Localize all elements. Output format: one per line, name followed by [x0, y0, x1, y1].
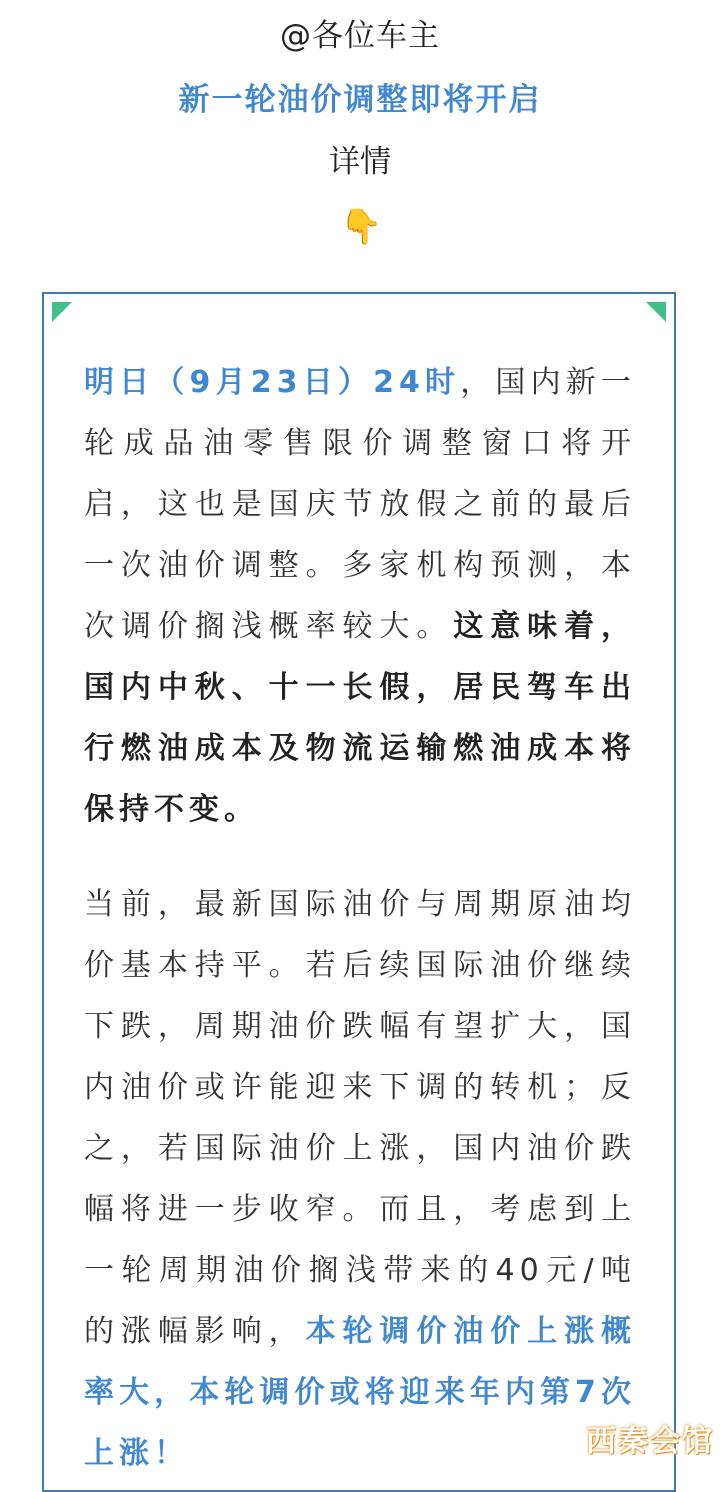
- paragraph-2-text: 当前，最新国际油价与周期原油均价基本持平。若后续国际油价继续下跌，周期油价跌幅有望扩大，国内油价或许能迎来下调的转机；反之，若国际油价上涨，国内油价跌幅将进一步收窄。而且，考虑到上一轮周期油价搁浅带来的40元/吨的涨幅影响，: [84, 887, 636, 1349]
- corner-decoration-top-right: [646, 302, 666, 322]
- paragraph-1-bold: 这意味着，国内中秋、十一长假，居民驾车出行燃油成本及物流运输燃油成本将保持不变。: [84, 609, 637, 827]
- paragraph-1: [84, 352, 636, 840]
- paragraph-2-highlight: 本轮调价油价上涨概率大，本轮调价或将迎来年内第7次上涨！: [84, 1314, 637, 1471]
- article-card: [42, 292, 676, 1492]
- headline: 新一轮油价调整即将开启: [178, 82, 542, 118]
- details-label: 详情: [329, 144, 391, 180]
- pointing-down-icon: 👇: [340, 207, 383, 247]
- greeting-line: @各位车主: [280, 18, 440, 54]
- paragraph-1-text: ，国内新一轮成品油零售限价调整窗口将开启，这也是国庆节放假之前的最后一次油价调整。多家机构预测，本次调价搁浅概率较大。: [84, 365, 636, 644]
- watermark-logo: 西秦会馆: [586, 1424, 714, 1459]
- corner-decoration-top-left: [52, 302, 72, 322]
- paragraph-2: [84, 874, 636, 1484]
- highlight-time: 明日（9月23日）24时: [84, 365, 461, 400]
